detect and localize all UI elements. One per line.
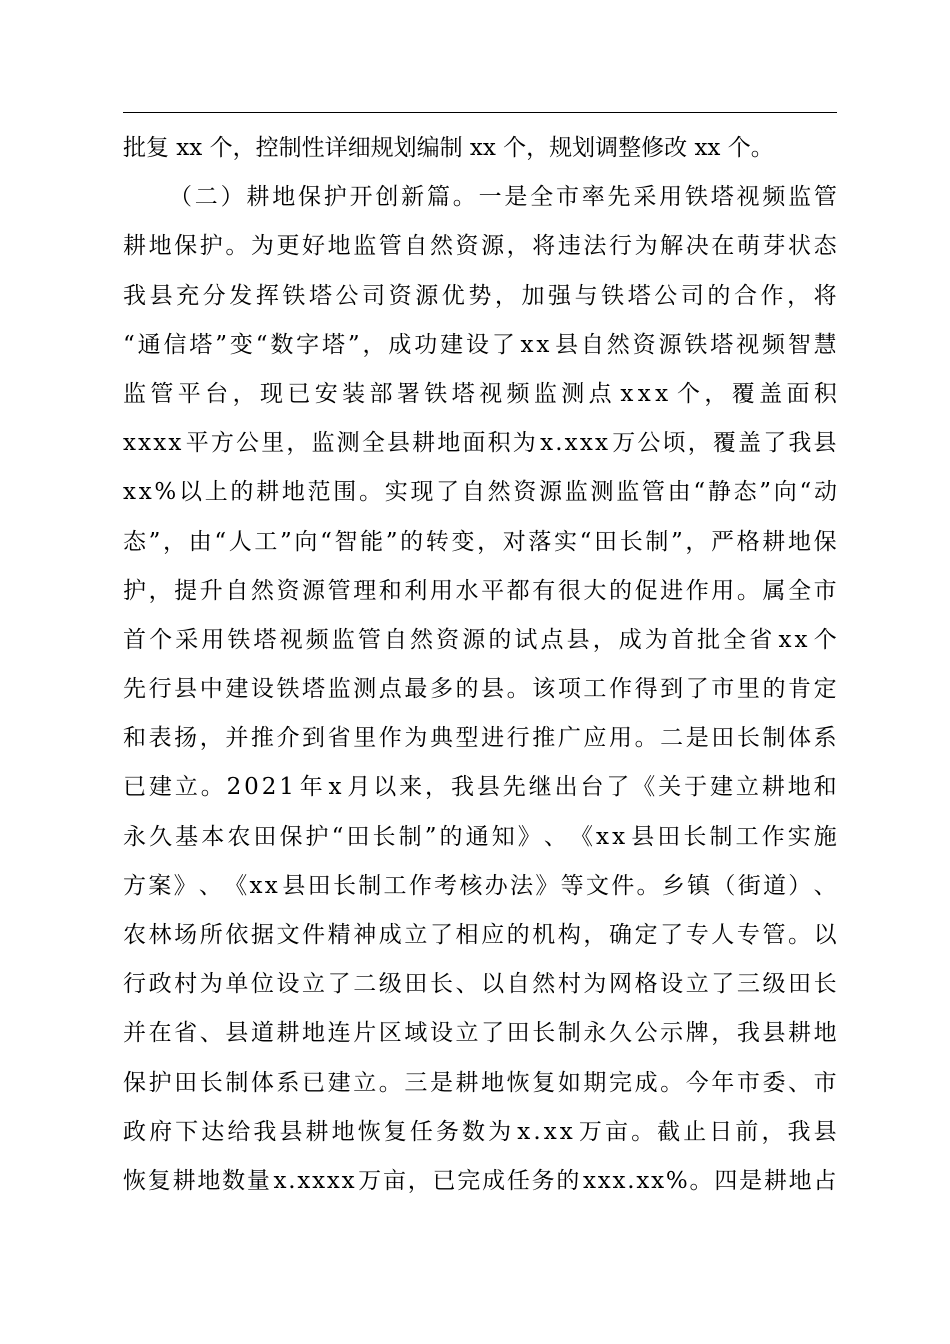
text-line-20: 保 护 田 长 制 体 系 已 建 立 。 三 是 耕 地 恢 复 如 期 完 成 。 今 年 市 委 、 市 <box>123 1069 837 1096</box>
text-line-19: 并 在 省 、 县 道 耕 地 连 片 区 域 设 立 了 田 长 制 永 久 公 示 牌 ， 我 县 耕 地 <box>123 1020 837 1047</box>
text-line-7: x x x x 平 方 公 里 ， 监 测 全 县 耕 地 面 积 为 x . x x x 万 公 顷 ， 覆 盖 了 我 县 <box>123 430 837 457</box>
text-line-13: 和 表 扬 ， 并 推 介 到 省 里 作 为 典 型 进 行 推 广 应 用 。 二 是 田 长 制 体 系 <box>123 725 837 752</box>
text-line-11: 首 个 采 用 铁 塔 视 频 监 管 自 然 资 源 的 试 点 县 ， 成 为 首 批 全 省 x x 个 <box>123 626 837 653</box>
text-line-9: 态 ” ， 由 “ 人 工 ” 向 “ 智 能 ” 的 转 变 ， 对 落 实 “ 田 长 制 ” ， 严 格 耕 地 保 <box>123 528 837 555</box>
text-line-1: 批复 xx 个，控制性详细规划编制 xx 个，规划调整修改 xx 个。 <box>123 135 774 161</box>
text-line-18: 行 政 村 为 单 位 设 立 了 二 级 田 长 、 以 自 然 村 为 网 格 设 立 了 三 级 田 长 <box>123 971 837 998</box>
header-rule <box>123 112 837 113</box>
text-line-3: 耕 地 保 护 。 为 更 好 地 监 管 自 然 资 源 ， 将 违 法 行 为 解 决 在 萌 芽 状 态 <box>123 233 837 260</box>
text-line-10: 护 ， 提 升 自 然 资 源 管 理 和 利 用 水 平 都 有 很 大 的 促 进 作 用 。 属 全 市 <box>123 577 837 604</box>
text-line-16: 方 案 》 、 《 x x 县 田 长 制 工 作 考 核 办 法 》 等 文 件 。 乡 镇 （ 街 道 ） 、 <box>123 872 837 899</box>
text-line-5: “ 通 信 塔 ” 变 “ 数 字 塔 ” ， 成 功 建 设 了 x x 县 自 然 资 源 铁 塔 视 频 智 慧 <box>123 331 837 358</box>
text-line-6: 监 管 平 台 ， 现 已 安 装 部 署 铁 塔 视 频 监 测 点 x x x 个 ， 覆 盖 面 积 <box>123 380 837 407</box>
text-line-8: x x % 以 上 的 耕 地 范 围 。 实 现 了 自 然 资 源 监 测 监 管 由 “ 静 态 ” 向 “ 动 <box>123 479 837 506</box>
text-line-17: 农 林 场 所 依 据 文 件 精 神 成 立 了 相 应 的 机 构 ， 确 定 了 专 人 专 管 。 以 <box>123 922 837 948</box>
text-line-12: 先 行 县 中 建 设 铁 塔 监 测 点 最 多 的 县 。 该 项 工 作 得 到 了 市 里 的 肯 定 <box>123 676 837 703</box>
text-line-22: 恢 复 耕 地 数 量 x . x x x x 万 亩 ， 已 完 成 任 务 的 x x x . x x % 。 四 是 耕 地 占 <box>123 1167 837 1194</box>
text-line-14: 已 建 立 。 2 0 2 1 年 x 月 以 来 ， 我 县 先 继 出 台 了 《 关 于 建 立 耕 地 和 <box>123 774 837 801</box>
text-line-15: 永 久 基 本 农 田 保 护 “ 田 长 制 ” 的 通 知 》 、 《 x x 县 田 长 制 工 作 实 施 <box>123 823 837 850</box>
body-text <box>123 124 837 1206</box>
text-line-21: 政 府 下 达 给 我 县 耕 地 恢 复 任 务 数 为 x . x x 万 亩 。 截 止 日 前 ， 我 县 <box>123 1118 837 1145</box>
text-line-2: （ 二 ） 耕 地 保 护 开 创 新 篇 。 一 是 全 市 率 先 采 用 铁 塔 视 频 监 管 <box>169 184 837 211</box>
text-line-4: 我 县 充 分 发 挥 铁 塔 公 司 资 源 优 势 ， 加 强 与 铁 塔 公 司 的 合 作 ， 将 <box>123 282 837 309</box>
